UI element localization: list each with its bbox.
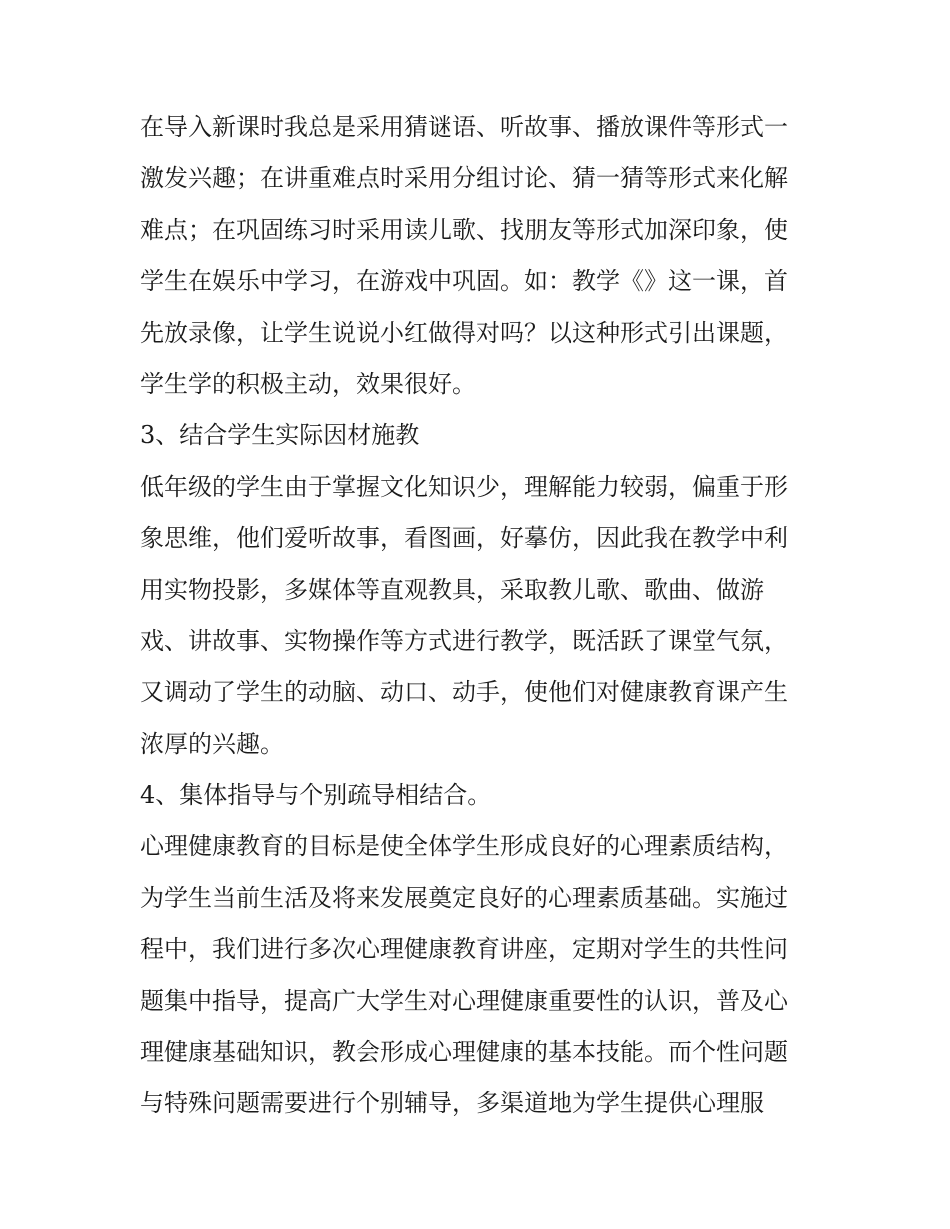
paragraph-line: 戏、讲故事、实物操作等方式进行教学，既活跃了课堂气氛， <box>140 626 788 655</box>
paragraph-line: 学生在娱乐中学习，在游戏中巩固。如：教学《》这一课，首 <box>140 267 788 296</box>
document-body <box>140 102 820 1130</box>
paragraph-line: 难点；在巩固练习时采用读儿歌、找朋友等形式加深印象，使 <box>140 215 788 244</box>
paragraph-line: 激发兴趣；在讲重难点时采用分组讨论、猜一猜等形式来化解 <box>140 164 788 193</box>
section-heading: 3、结合学生实际因材施教 <box>140 421 420 450</box>
paragraph-line: 在导入新课时我总是采用猜谜语、听故事、播放课件等形式一 <box>140 113 788 141</box>
paragraph-line: 浓厚的兴趣。 <box>140 729 284 758</box>
paragraph-line: 与特殊问题需要进行个别辅导，多渠道地为学生提供心理服 <box>140 1089 764 1118</box>
paragraph-line: 题集中指导，提高广大学生对心理健康重要性的认识，普及心 <box>140 986 788 1015</box>
section-heading: 4、集体指导与个别疏导相结合。 <box>140 781 492 810</box>
paragraph-line: 为学生当前生活及将来发展奠定良好的心理素质基础。实施过 <box>140 883 788 912</box>
paragraph-line: 用实物投影，多媒体等直观教具，采取教儿歌、歌曲、做游 <box>140 575 764 604</box>
paragraph-line: 理健康基础知识，教会形成心理健康的基本技能。而个性问题 <box>140 1038 788 1067</box>
paragraph-line: 程中，我们进行多次心理健康教育讲座，定期对学生的共性问 <box>140 935 788 964</box>
paragraph-line: 心理健康教育的目标是使全体学生形成良好的心理素质结构， <box>140 832 788 861</box>
paragraph-line: 先放录像，让学生说说小红做得对吗？以这种形式引出课题， <box>140 318 788 347</box>
paragraph-line: 低年级的学生由于掌握文化知识少，理解能力较弱，偏重于形 <box>140 472 788 501</box>
paragraph-line: 学生学的积极主动，效果很好。 <box>140 369 476 398</box>
paragraph-line: 又调动了学生的动脑、动口、动手，使他们对健康教育课产生 <box>140 678 788 707</box>
paragraph-line: 象思维，他们爱听故事，看图画，好摹仿，因此我在教学中利 <box>140 524 788 553</box>
